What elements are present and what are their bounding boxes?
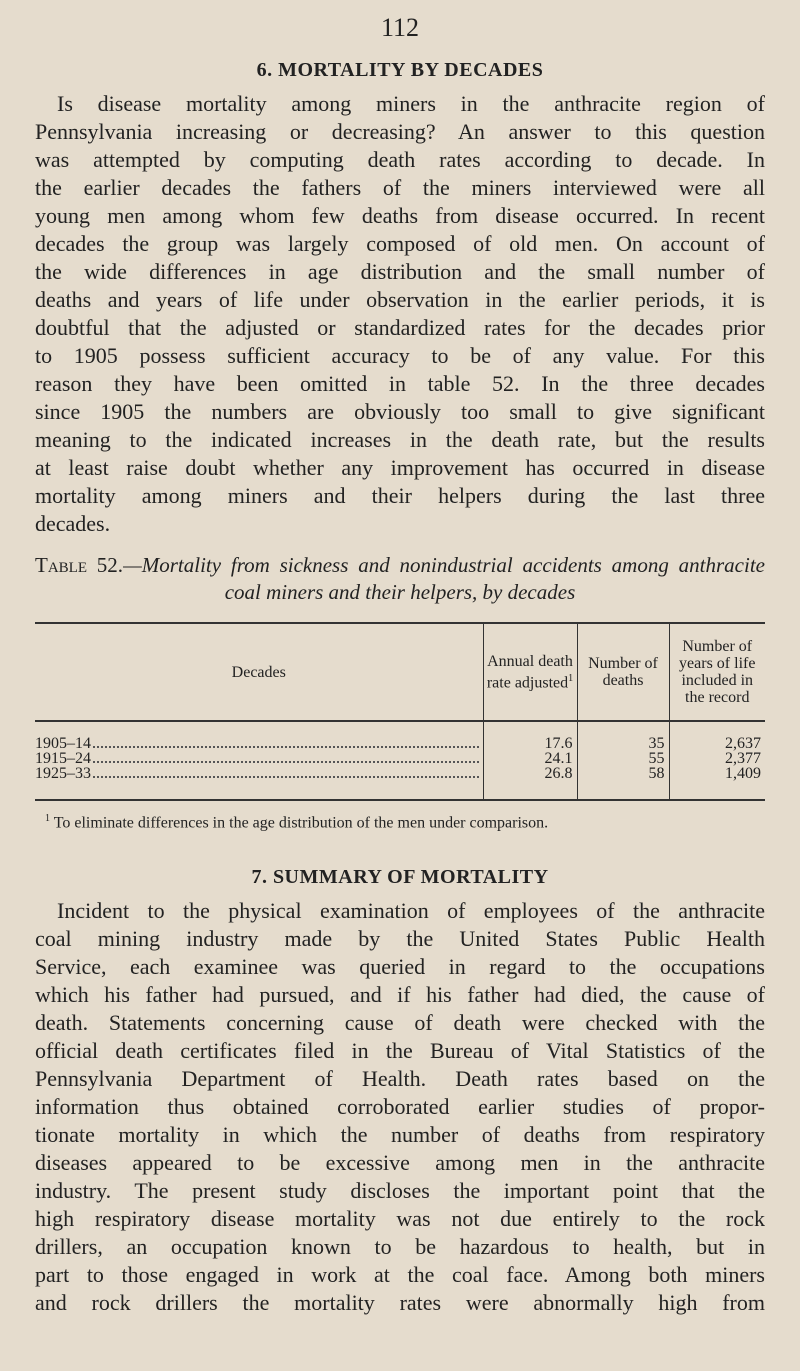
text-line: decades.: [35, 511, 111, 536]
header-death-rate-text: Annual death rate adjusted: [486, 652, 573, 692]
decade-text: 1925–33: [35, 765, 91, 782]
text-line: mortality among miners and their helpers during the last three: [35, 483, 765, 508]
text-line: decades the group was largely composed of old men. On account of: [35, 231, 765, 256]
paragraph-mortality-by-decades: [35, 90, 765, 538]
text-line: and rock drillers the mortality rates were abnormally high from: [35, 1290, 765, 1316]
decade-row: [35, 766, 481, 781]
cell-years: 2,377: [669, 751, 765, 766]
text-line: death. Statements concerning cause of death were checked with the: [35, 1010, 765, 1036]
page-number: 112: [380, 13, 420, 42]
table-row: [35, 721, 765, 751]
cell-decade: [35, 721, 483, 751]
table-caption: [35, 552, 765, 606]
footnote-mark: 1: [568, 672, 574, 684]
text-line: Incident to the physical examination of employees of the anthracite: [57, 898, 765, 924]
header-decades: Decades: [231, 663, 286, 681]
text-line: meaning to the indicated increases in the death rate, but the results: [35, 427, 765, 452]
text-line: diseases appeared to be excessive among men in the anthracite: [35, 1150, 765, 1176]
decade-row: [35, 751, 481, 766]
text-line: tionate mortality in which the number of deaths from respiratory: [35, 1122, 765, 1148]
cell-decade: [35, 751, 483, 766]
text-line: reason they have been omitted in table 52. In the three decades: [35, 371, 765, 396]
cell-decade: [35, 766, 483, 800]
text-line: drillers, an occupation known to be hazardous to health, but in: [35, 1234, 765, 1260]
leader-dots: [93, 761, 479, 763]
cell-years: 2,637: [669, 721, 765, 751]
decade-row: [35, 736, 481, 751]
caption-line-2: coal miners and their helpers, by decades: [224, 580, 576, 604]
header-deaths: Number of deaths: [577, 623, 669, 721]
text-line: official death certificates filed in the Bureau of Vital Statistics of the: [35, 1038, 765, 1064]
section-heading-7: 7. SUMMARY OF MORTALITY: [251, 866, 549, 889]
section-heading-6: 6. MORTALITY BY DECADES: [256, 59, 544, 81]
footnote-number: 1: [45, 813, 50, 824]
text-line: part to those engaged in work at the coal face. Among both miners: [35, 1262, 765, 1288]
decade-text: 1905–14: [35, 735, 91, 752]
footnote-text: To eliminate differences in the age distribution of the men under comparison.: [53, 814, 549, 832]
paragraph-summary-of-mortality: [35, 897, 765, 1317]
cell-rate: 26.8: [483, 766, 577, 800]
text-line: industry. The present study discloses the important point that the: [35, 1178, 765, 1204]
text-line: Service, each examinee was queried in regard to the occupations: [35, 954, 765, 980]
cell-rate: 24.1: [483, 751, 577, 766]
table-row: [35, 766, 765, 800]
text-line: deaths and years of life under observation in the earlier periods, it is: [35, 287, 765, 312]
text-line: coal mining industry made by the United States Public Health: [35, 926, 765, 952]
text-line: at least raise doubt whether any improvement has occurred in disease: [35, 455, 765, 480]
text-line: Pennsylvania increasing or decreasing? An answer to this question: [35, 119, 765, 144]
cell-deaths: 35: [577, 721, 669, 751]
text-line: information thus obtained corroborated earlier studies of propor-: [35, 1094, 765, 1120]
text-line: since 1905 the numbers are obviously too small to give significant: [35, 399, 765, 424]
table-footnote: [35, 809, 765, 833]
table-label: Table 52.: [35, 553, 124, 577]
text-line: to 1905 possess sufficient accuracy to be of any value. For this: [35, 343, 765, 368]
text-line: the earlier decades the fathers of the miners interviewed were all: [35, 175, 765, 200]
text-line: young men among whom few deaths from disease occurred. In recent: [35, 203, 765, 228]
caption-line-1: —Mortality from sickness and nonindustrial accidents among anthracite: [123, 553, 765, 577]
leader-dots: [93, 746, 479, 748]
cell-rate: 17.6: [483, 721, 577, 751]
cell-years: 1,409: [669, 766, 765, 800]
cell-deaths: 58: [577, 766, 669, 800]
leader-dots: [93, 776, 479, 778]
text-line: Is disease mortality among miners in the anthracite region of: [57, 91, 765, 116]
text-line: which his father had pursued, and if his father had died, the cause of: [35, 982, 765, 1008]
text-line: Pennsylvania Department of Health. Death rates based on the: [35, 1066, 765, 1092]
header-death-rate: [483, 623, 577, 721]
decade-text: 1915–24: [35, 750, 91, 767]
text-line: the wide differences in age distribution and the small number of: [35, 259, 765, 284]
text-line: doubtful that the adjusted or standardized rates for the decades prior: [35, 315, 765, 340]
mortality-table: [35, 622, 765, 801]
table-row: [35, 751, 765, 766]
header-years: Number of years of life included in the record: [669, 623, 765, 721]
text-line: was attempted by computing death rates according to decade. In: [35, 147, 765, 172]
text-line: high respiratory disease mortality was not due entirely to the rock: [35, 1206, 765, 1232]
cell-deaths: 55: [577, 751, 669, 766]
